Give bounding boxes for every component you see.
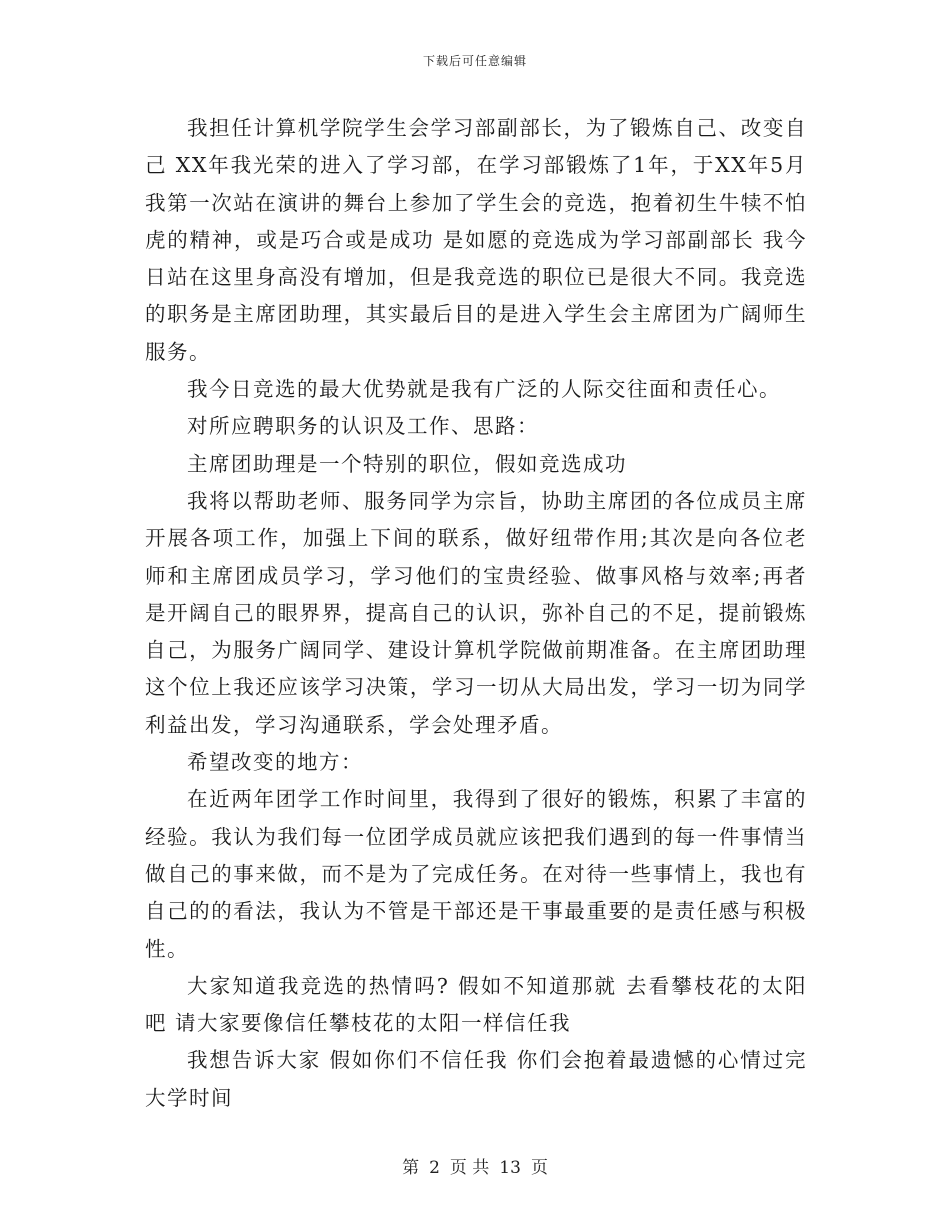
- current-page-number: 2: [429, 1158, 440, 1178]
- paragraph: 我想告诉大家 假如你们不信任我 你们会抱着最遗憾的心情过完大学时间: [145, 1048, 807, 1110]
- paragraph: 我今日竞选的最大优势就是我有广泛的人际交往面和责任心。: [187, 377, 781, 402]
- footer-prefix: 第: [402, 1158, 420, 1178]
- page-footer: [0, 1153, 950, 1178]
- paragraph: 我担任计算机学院学生会学习部副部长，为了锻炼自己、改变自己 XX年我光荣的进入了学习部，在学习部锻炼了1年，于XX年5月我第一次站在演讲的舞台上参加了学生会的竞选，抱着初生牛犊不怕虎的精神，或是巧合或是成功 是如愿的竞选成为学习部副部长 我今日站在这里身高没有增加，但是我竞选的职位已是很大不同。我竞选的职务是主席团助理，其实最后目的是进入学生会主席团为广阔师生服务。: [145, 116, 807, 364]
- paragraph: 在近两年团学工作时间里，我得到了很好的锻炼，积累了丰富的经验。我认为我们每一位团学成员就应该把我们遇到的每一件事情当做自己的事来做，而不是为了完成任务。在对待一些事情上，我也有自己的的看法，我认为不管是干部还是干事最重要的是责任感与积极性。: [145, 787, 807, 961]
- paragraph: 主席团助理是一个特别的职位，假如竞选成功: [187, 451, 627, 476]
- total-pages-number: 13: [499, 1158, 521, 1178]
- paragraph: 我将以帮助老师、服务同学为宗旨，协助主席团的各位成员主席开展各项工作，加强上下间的联系，做好纽带作用;其次是向各位老师和主席团成员学习，学习他们的宝贵经验、做事风格与效率;再者是开阔自己的眼界界，提高自己的认识，弥补自己的不足，提前锻炼自己，为服务广阔同学、建设计算机学院做前期准备。在主席团助理这个位上我还应该学习决策，学习一切从大局出发，学习一切为同学利益出发，学习沟通联系，学会处理矛盾。: [145, 488, 807, 737]
- footer-middle: 页 共: [449, 1158, 490, 1178]
- paragraph: 大家知道我竞选的热情吗? 假如不知道那就 去看攀枝花的太阳吧 请大家要像信任攀枝花的太阳一样信任我: [145, 973, 807, 1036]
- paragraph: 希望改变的地方：: [187, 750, 363, 775]
- footer-suffix: 页: [530, 1158, 548, 1178]
- document-body: [145, 110, 807, 1117]
- paragraph: 对所应聘职务的认识及工作、思路：: [187, 414, 539, 439]
- page-header: 下载后可任意编辑: [422, 54, 527, 68]
